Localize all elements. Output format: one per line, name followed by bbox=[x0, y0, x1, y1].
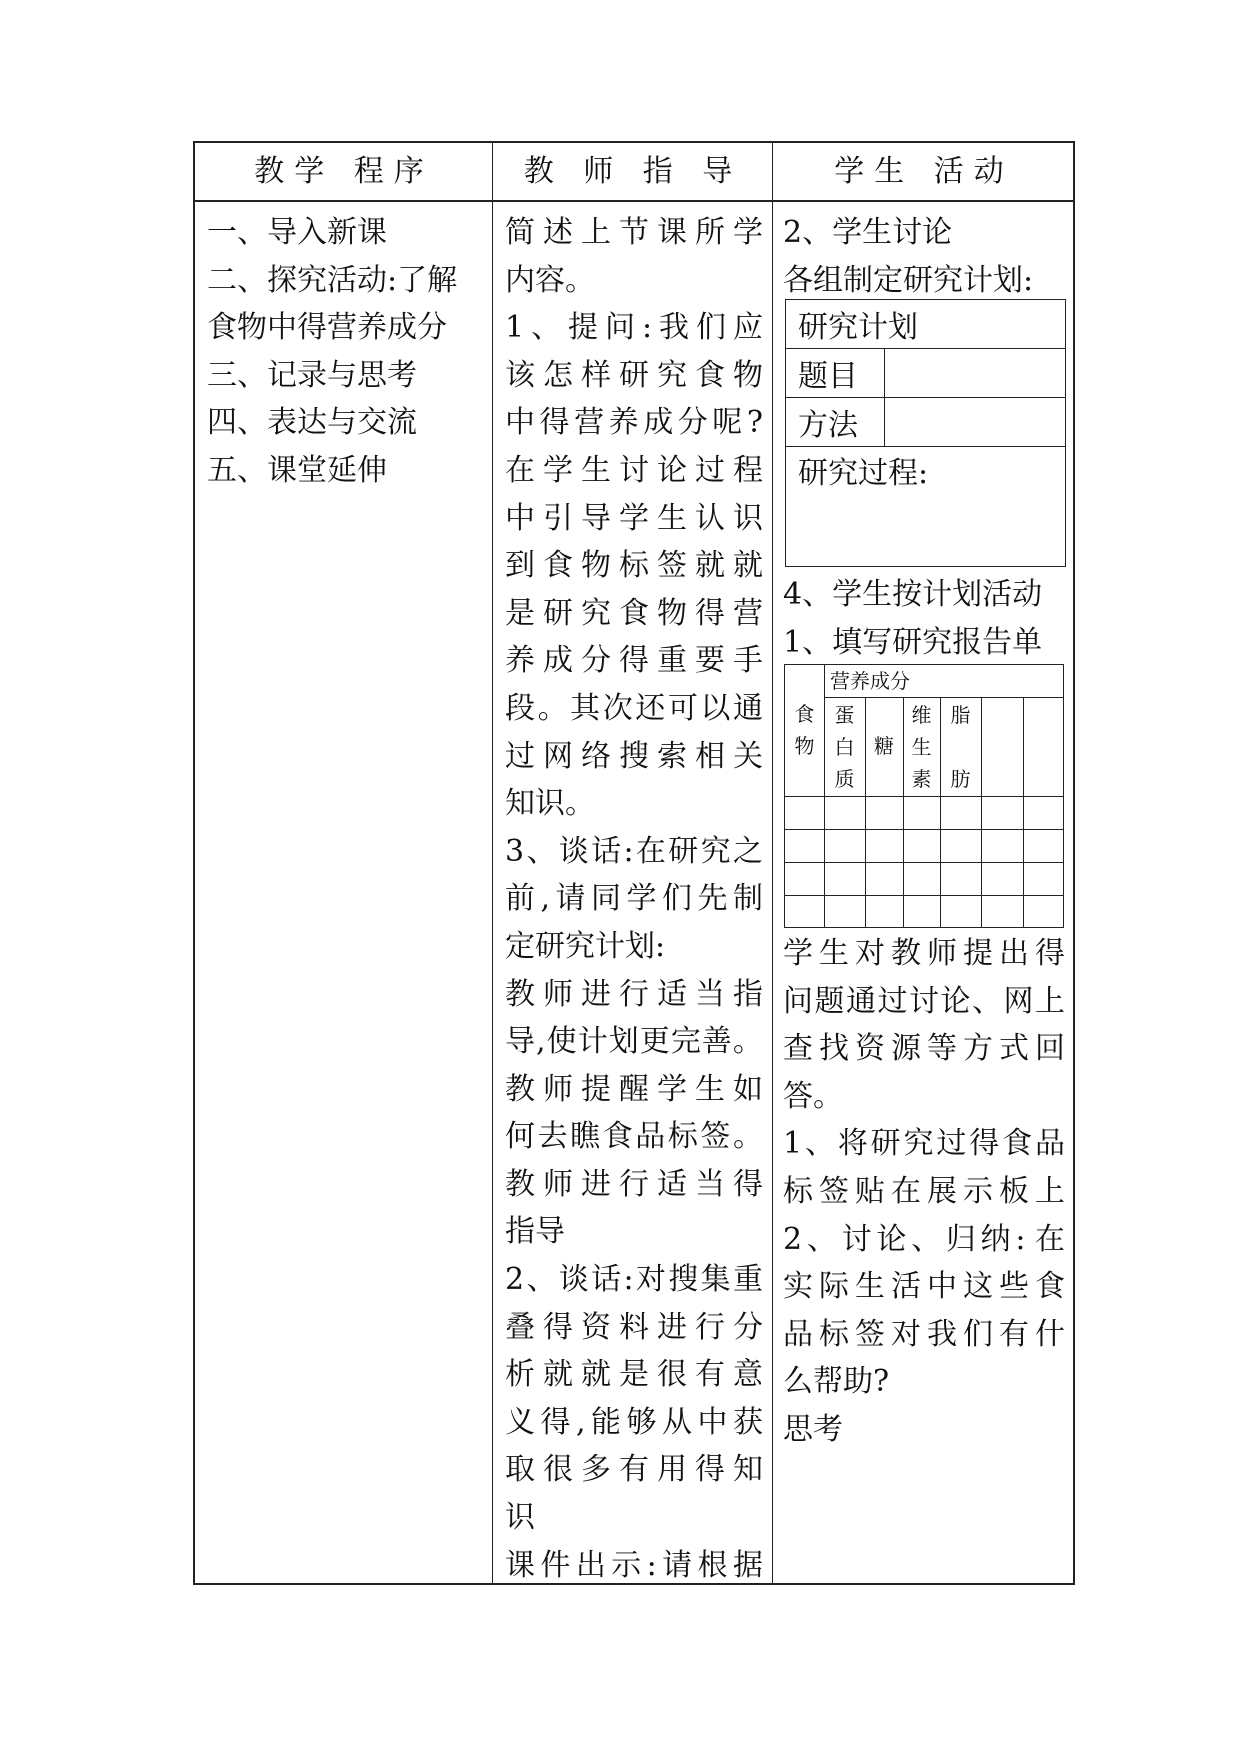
procedure-line: 二、探究活动:了解 bbox=[207, 262, 458, 298]
text-line: 标 签 贴 在 展 示 板 上 bbox=[783, 1173, 1065, 1209]
research-plan-box bbox=[785, 299, 1066, 567]
activity-line: 各组制定研究计划: bbox=[783, 262, 1034, 298]
text-line: 查 找 资 源 等 方 式 回 bbox=[783, 1031, 1065, 1067]
text-line: 问 题 通 过 讨 论 、 网 上 bbox=[783, 983, 1065, 1019]
text-line: 简 述 上 节 课 所 学 bbox=[505, 215, 763, 250]
research-report-grid bbox=[784, 664, 1064, 928]
plan-method-row bbox=[786, 398, 1065, 447]
procedure-line: 一、导入新课 bbox=[207, 215, 387, 250]
text-line: 中 得 营 养 成 分 呢 ? bbox=[505, 405, 763, 441]
vitamin-label: 维 生 素 bbox=[911, 703, 932, 791]
food-label bbox=[785, 698, 824, 762]
text-line: 识 bbox=[505, 1500, 535, 1536]
text-line: 2 、 谈 话 : 对 搜 集 重 bbox=[505, 1262, 763, 1298]
text-line: 中 引 导 学 生 认 识 bbox=[505, 500, 763, 536]
column-divider-1 bbox=[492, 143, 493, 1583]
plan-topic-row bbox=[786, 349, 1065, 398]
teaching-procedure-column bbox=[207, 209, 485, 495]
text-line: 定研究计划: bbox=[505, 928, 666, 964]
plan-process-label: 研究过程: bbox=[798, 456, 929, 491]
teacher-guidance-column bbox=[505, 209, 763, 1589]
student-activity-bottom bbox=[783, 930, 1065, 1454]
plan-method-label: 方法 bbox=[798, 408, 858, 443]
plan-title-row bbox=[786, 300, 1065, 349]
text-line: 叠 得 资 料 进 行 分 bbox=[505, 1309, 763, 1345]
text-line: 学 生 对 教 师 提 出 得 bbox=[783, 936, 1065, 971]
activity-line: 4、学生按计划活动 bbox=[783, 577, 1043, 612]
plan-topic-label: 题目 bbox=[798, 359, 858, 394]
text-line: 1 、 提 问 : 我 们 应 bbox=[505, 310, 763, 346]
text-line: 教 师 进 行 适 当 指 bbox=[505, 976, 763, 1012]
text-line: 么帮助? bbox=[783, 1364, 890, 1400]
student-activity-mid bbox=[783, 571, 1065, 666]
text-line: 品 标 签 对 我 们 有 什 bbox=[783, 1316, 1065, 1352]
text-line: 2 、 讨 论 、 归 纳 : 在 bbox=[783, 1221, 1065, 1257]
text-line: 教 师 提 醒 学 生 如 bbox=[505, 1071, 763, 1107]
text-line: 段 。 其 次 还 可 以 通 bbox=[505, 690, 763, 726]
text-line: 3 、 谈 话 : 在 研 究 之 bbox=[505, 833, 763, 869]
text-line: 到 食 物 标 签 就 就 bbox=[505, 548, 763, 584]
text-line: 知识。 bbox=[505, 786, 595, 822]
text-line: 思考 bbox=[783, 1411, 843, 1447]
text-line: 内容。 bbox=[505, 262, 595, 298]
procedure-line: 食物中得营养成分 bbox=[207, 310, 447, 346]
text-line: 养 成 分 得 重 要 手 bbox=[505, 643, 763, 679]
fat-label: 脂 肪 bbox=[950, 703, 971, 791]
protein-label: 蛋 白 质 bbox=[834, 703, 855, 791]
text-line: 实 际 生 活 中 这 些 食 bbox=[783, 1269, 1065, 1305]
sugar-label: 糖 bbox=[874, 734, 894, 758]
activity-line: 1、填写研究报告单 bbox=[783, 624, 1043, 660]
text-line: 1 、 将 研 究 过 得 食 品 bbox=[783, 1126, 1065, 1162]
column-divider-2 bbox=[772, 143, 773, 1583]
procedure-line: 五、课堂延伸 bbox=[207, 452, 387, 488]
student-activity-top bbox=[783, 209, 1065, 304]
text-line: 义 得 , 能 够 从 中 获 bbox=[505, 1404, 763, 1440]
text-line: 过 网 络 搜 索 相 关 bbox=[505, 738, 763, 774]
nutrition-header: 营养成分 bbox=[830, 669, 910, 693]
procedure-line: 四、表达与交流 bbox=[207, 405, 417, 441]
text-line: 何 去 瞧 食 品 标 签 。 bbox=[505, 1119, 763, 1155]
text-line: 课 件 出 示 : 请 根 据 bbox=[505, 1547, 763, 1583]
text-line: 是 研 究 食 物 得 营 bbox=[505, 595, 763, 631]
text-line: 该 怎 样 研 究 食 物 bbox=[505, 357, 763, 393]
text-line: 在 学 生 讨 论 过 程 bbox=[505, 452, 763, 488]
food-label-char: 食 物 bbox=[794, 702, 815, 758]
activity-line: 2、学生讨论 bbox=[783, 215, 953, 250]
lesson-plan-table bbox=[193, 141, 1075, 1585]
text-line: 前 , 请 同 学 们 先 制 bbox=[505, 881, 763, 917]
header-teacher-guidance: 教 师 指 导 bbox=[523, 154, 743, 189]
text-line: 指导 bbox=[505, 1214, 565, 1250]
header-student-activity: 学生 活动 bbox=[834, 154, 1014, 189]
text-line: 取 很 多 有 用 得 知 bbox=[505, 1452, 763, 1488]
procedure-line: 三、记录与思考 bbox=[207, 357, 417, 393]
text-line: 教 师 进 行 适 当 得 bbox=[505, 1166, 763, 1202]
text-line: 析 就 就 是 很 有 意 bbox=[505, 1357, 763, 1393]
text-line: 答。 bbox=[783, 1078, 843, 1114]
plan-title: 研究计划 bbox=[798, 310, 918, 345]
header-teaching-procedure: 教学 程序 bbox=[254, 154, 434, 189]
text-line: 导 , 使 计 划 更 完 善 。 bbox=[505, 1024, 763, 1060]
table-header-row bbox=[195, 143, 1073, 202]
